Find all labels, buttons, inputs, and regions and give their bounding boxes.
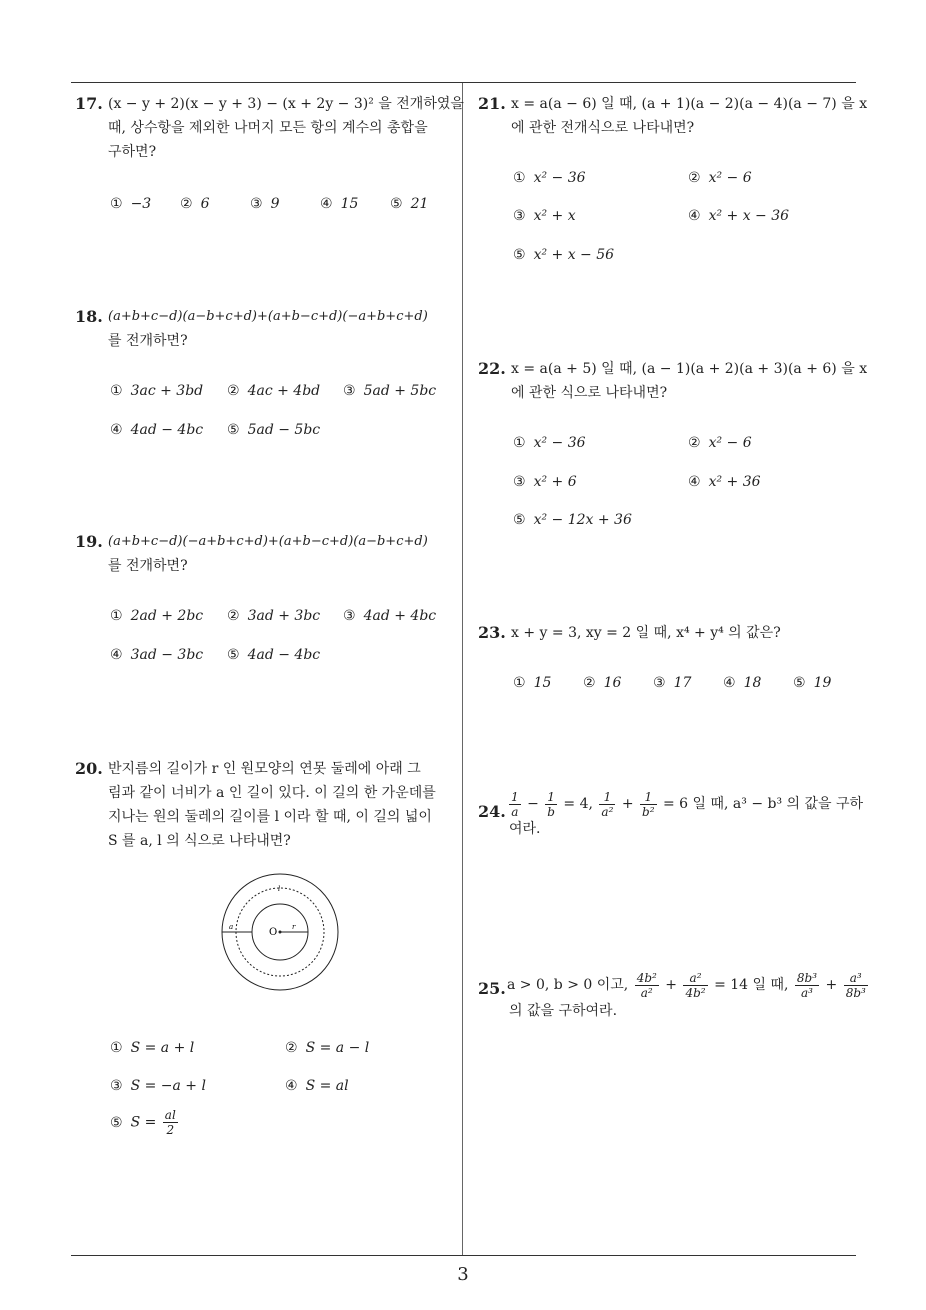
choice-23-3[interactable] bbox=[653, 675, 691, 691]
choice-17-1[interactable] bbox=[110, 196, 151, 212]
problem-22 bbox=[478, 357, 868, 405]
fraction-numerator: a² bbox=[683, 971, 707, 986]
stem-text: = 6 일 때, a³ − b³ 의 값을 구하 bbox=[662, 796, 864, 812]
fraction bbox=[599, 790, 615, 819]
choice-text: 16 bbox=[603, 675, 622, 691]
choice-22-2[interactable] bbox=[688, 435, 752, 451]
choice-18-1[interactable] bbox=[110, 383, 203, 399]
pond-path-figure bbox=[218, 870, 342, 994]
choice-23-4[interactable] bbox=[723, 675, 761, 691]
choice-mark: ⑤ bbox=[227, 647, 240, 663]
stem-line: 지나는 원의 둘레의 길이를 l 이라 할 때, 이 길의 넓이 bbox=[108, 809, 432, 825]
fraction-numerator: 1 bbox=[599, 790, 615, 805]
choice-18-5[interactable] bbox=[227, 422, 320, 438]
choice-21-1[interactable] bbox=[513, 170, 586, 186]
choice-text: 18 bbox=[743, 675, 762, 691]
choice-mark: ③ bbox=[513, 208, 526, 224]
choice-21-5[interactable] bbox=[513, 247, 614, 263]
choice-text: S = a − l bbox=[305, 1040, 370, 1056]
problem-number: 23. bbox=[478, 623, 506, 642]
stem-line: x + y = 3, xy = 2 일 때, x⁴ + y⁴ 의 값은? bbox=[511, 625, 781, 641]
fraction-denominator: 4b² bbox=[685, 985, 706, 1000]
fraction-numerator: 8b³ bbox=[796, 970, 818, 985]
choice-mark: ② bbox=[583, 675, 596, 691]
problem-number: 19. bbox=[75, 532, 103, 551]
choice-text: S = −a + l bbox=[130, 1078, 206, 1094]
choice-mark: ⑤ bbox=[793, 675, 806, 691]
problem-number: 20. bbox=[75, 759, 103, 778]
problem-24 bbox=[478, 786, 863, 836]
choice-mark: ① bbox=[110, 196, 123, 212]
stem-line: (a+b+c−d)(−a+b+c+d)+(a+b−c+d)(a−b+c+d) bbox=[108, 534, 428, 549]
choice-text: x² + x bbox=[533, 208, 576, 224]
choice-text: 4ad − 4bc bbox=[247, 647, 321, 663]
choice-mark: ① bbox=[110, 608, 123, 624]
choice-19-5[interactable] bbox=[227, 647, 320, 663]
choice-text: x² + x − 56 bbox=[533, 247, 615, 263]
choice-19-2[interactable] bbox=[227, 608, 320, 624]
choice-text: 9 bbox=[270, 196, 280, 212]
choice-text: −3 bbox=[130, 196, 152, 212]
choice-mark: ⑤ bbox=[227, 422, 240, 438]
choice-22-1[interactable] bbox=[513, 435, 586, 451]
choice-mark: ③ bbox=[513, 474, 526, 490]
fraction bbox=[683, 971, 707, 1000]
stem-line: 여라. bbox=[509, 821, 541, 837]
stem-line: 를 전개하면? bbox=[108, 333, 188, 349]
width-label: a bbox=[229, 923, 234, 931]
choice-20-4[interactable] bbox=[285, 1078, 349, 1094]
choice-text: 15 bbox=[340, 196, 359, 212]
circumference-label: l bbox=[278, 885, 281, 893]
center-dot bbox=[279, 931, 282, 934]
choice-text: 3ac + 3bd bbox=[130, 383, 204, 399]
problem-17 bbox=[75, 92, 464, 164]
choice-text: x² − 6 bbox=[708, 170, 752, 186]
fraction-denominator: 8b³ bbox=[845, 985, 866, 1000]
choice-17-4[interactable] bbox=[320, 196, 358, 212]
choice-mark: ④ bbox=[320, 196, 333, 212]
choice-20-3[interactable] bbox=[110, 1078, 206, 1094]
stem-line: 때, 상수항을 제외한 나머지 모든 항의 계수의 총합을 bbox=[108, 120, 428, 136]
problem-18 bbox=[75, 305, 460, 353]
fraction-numerator: al bbox=[164, 1108, 176, 1122]
operator: + bbox=[665, 977, 678, 993]
page-number: 3 bbox=[457, 1264, 469, 1285]
fraction-denominator: a³ bbox=[801, 985, 813, 1000]
fraction bbox=[163, 1108, 178, 1137]
choice-mark: ⑤ bbox=[513, 247, 526, 263]
problem-21 bbox=[478, 92, 868, 140]
choice-text: 4ad − 4bc bbox=[130, 422, 204, 438]
fraction-numerator: 1 bbox=[545, 790, 557, 805]
choice-mark: ③ bbox=[343, 383, 356, 399]
choice-mark: ① bbox=[513, 675, 526, 691]
choice-mark: ④ bbox=[110, 422, 123, 438]
center-label: O bbox=[269, 927, 278, 938]
choice-17-3[interactable] bbox=[250, 196, 279, 212]
choice-23-1[interactable] bbox=[513, 675, 551, 691]
stem-line: 구하면? bbox=[108, 144, 157, 160]
problem-23 bbox=[478, 621, 863, 645]
stem-line: 를 전개하면? bbox=[108, 558, 188, 574]
choice-text: S = al bbox=[305, 1078, 349, 1094]
choice-text: x² + x − 36 bbox=[708, 208, 790, 224]
choice-21-3[interactable] bbox=[513, 208, 576, 224]
choice-mark: ② bbox=[688, 170, 701, 186]
choice-18-4[interactable] bbox=[110, 422, 203, 438]
operator: − bbox=[527, 796, 539, 812]
problem-25 bbox=[478, 967, 866, 1019]
fraction bbox=[640, 790, 657, 819]
stem-line: (x − y + 2)(x − y + 3) − (x + 2y − 3)² 을 전개하였을 bbox=[108, 96, 464, 112]
choice-mark: ① bbox=[513, 435, 526, 451]
bottom-rule bbox=[71, 1255, 856, 1256]
choice-mark: ③ bbox=[250, 196, 263, 212]
fraction bbox=[635, 971, 659, 1000]
choice-20-2[interactable] bbox=[285, 1040, 369, 1056]
radius-label: r bbox=[292, 923, 296, 931]
choice-text: 21 bbox=[410, 196, 429, 212]
fraction bbox=[844, 971, 868, 1000]
choice-text: 15 bbox=[533, 675, 552, 691]
choice-mark: ② bbox=[688, 435, 701, 451]
choice-mark: ④ bbox=[688, 208, 701, 224]
stem-line: 림과 같이 너비가 a 인 길이 있다. 이 길의 한 가운데를 bbox=[108, 785, 436, 801]
fraction-denominator: 2 bbox=[166, 1123, 175, 1137]
choice-mark: ③ bbox=[653, 675, 666, 691]
fraction bbox=[509, 790, 521, 819]
choice-text: 3ad − 3bc bbox=[130, 647, 204, 663]
choice-21-4[interactable] bbox=[688, 208, 789, 224]
choice-19-1[interactable] bbox=[110, 608, 203, 624]
choice-mark: ③ bbox=[110, 1078, 123, 1094]
choice-text: x² − 12x + 36 bbox=[533, 512, 632, 528]
fraction-denominator: a² bbox=[640, 985, 653, 1000]
problem-number: 24. bbox=[478, 802, 506, 821]
top-rule bbox=[71, 82, 856, 83]
choice-text: 5ad + 5bc bbox=[363, 383, 437, 399]
choice-text: 2ad + 2bc bbox=[130, 608, 204, 624]
operator: + bbox=[825, 977, 838, 993]
operator: + bbox=[621, 796, 634, 812]
choice-17-5[interactable] bbox=[390, 196, 428, 212]
choice-mark: ④ bbox=[723, 675, 736, 691]
choice-text: 4ac + 4bd bbox=[247, 383, 321, 399]
choice-23-5[interactable] bbox=[793, 675, 831, 691]
problem-number: 22. bbox=[478, 359, 506, 378]
column-divider bbox=[462, 83, 463, 1256]
choice-text: 17 bbox=[673, 675, 692, 691]
fraction-numerator: 1 bbox=[511, 789, 519, 804]
choice-mark: ④ bbox=[285, 1078, 298, 1094]
stem-line: S 를 a, l 의 식으로 나타내면? bbox=[108, 833, 291, 849]
problem-20 bbox=[75, 757, 460, 853]
choice-mark: ② bbox=[227, 383, 240, 399]
stem-line: 에 관한 식으로 나타내면? bbox=[511, 385, 668, 401]
choice-mark: ② bbox=[227, 608, 240, 624]
choice-mark: ⑤ bbox=[110, 1114, 123, 1131]
choice-text: x² + 6 bbox=[533, 474, 577, 490]
choice-mark: ⑤ bbox=[513, 512, 526, 528]
stem-text: a > 0, b > 0 이고, bbox=[507, 977, 629, 993]
fraction-denominator: b bbox=[547, 804, 555, 819]
stem-line: x = a(a + 5) 일 때, (a − 1)(a + 2)(a + 3)(a + 6) 을 x bbox=[511, 361, 868, 377]
choice-23-2[interactable] bbox=[583, 675, 621, 691]
choice-text: 4ad + 4bc bbox=[363, 608, 437, 624]
fraction-numerator: 4b² bbox=[636, 970, 657, 985]
problem-number: 25. bbox=[478, 979, 506, 998]
fraction-denominator: a bbox=[511, 804, 519, 819]
problem-number: 18. bbox=[75, 307, 103, 326]
problem-17-stem bbox=[75, 92, 464, 164]
fraction-numerator: 1 bbox=[640, 790, 657, 805]
choice-text: 19 bbox=[813, 675, 832, 691]
stem-line: (a+b+c−d)(a−b+c+d)+(a+b−c+d)(−a+b+c+d) bbox=[108, 309, 428, 324]
choice-mark: ① bbox=[110, 1040, 123, 1056]
stem-text: = 4, bbox=[563, 796, 593, 812]
choice-22-3[interactable] bbox=[513, 474, 577, 490]
fraction-denominator: b² bbox=[642, 804, 655, 819]
choice-text: 6 bbox=[200, 196, 210, 212]
problem-number: 21. bbox=[478, 94, 506, 113]
choice-text: S = a + l bbox=[130, 1040, 195, 1056]
stem-line: x = a(a − 6) 일 때, (a + 1)(a − 2)(a − 4)(a − 7) 을 x bbox=[511, 96, 868, 112]
choice-text: x² − 36 bbox=[533, 435, 586, 451]
choice-21-2[interactable] bbox=[688, 170, 752, 186]
choice-text: x² − 6 bbox=[708, 435, 752, 451]
choice-19-4[interactable] bbox=[110, 647, 203, 663]
choice-text: S = bbox=[130, 1114, 157, 1131]
stem-line: 에 관한 전개식으로 나타내면? bbox=[511, 120, 695, 136]
choice-text: 5ad − 5bc bbox=[247, 422, 321, 438]
choice-mark: ① bbox=[110, 383, 123, 399]
choice-mark: ④ bbox=[110, 647, 123, 663]
choice-mark: ② bbox=[180, 196, 193, 212]
choice-20-1[interactable] bbox=[110, 1040, 194, 1056]
problem-number: 17. bbox=[75, 94, 103, 113]
choice-18-3[interactable] bbox=[343, 383, 436, 399]
choice-20-5[interactable] bbox=[110, 1108, 180, 1137]
choice-18-2[interactable] bbox=[227, 383, 320, 399]
choice-22-5[interactable] bbox=[513, 512, 632, 528]
fraction-numerator: a³ bbox=[844, 971, 868, 986]
stem-line: 반지름의 길이가 r 인 원모양의 연못 둘레에 아래 그 bbox=[108, 761, 421, 777]
stem-line: 의 값을 구하여라. bbox=[509, 1003, 618, 1019]
choice-text: 3ad + 3bc bbox=[247, 608, 321, 624]
choice-19-3[interactable] bbox=[343, 608, 436, 624]
choice-mark: ⑤ bbox=[390, 196, 403, 212]
stem-text: = 14 일 때, bbox=[714, 977, 789, 993]
fraction-denominator: a² bbox=[601, 804, 614, 819]
choice-mark: ① bbox=[513, 170, 526, 186]
fraction bbox=[795, 971, 819, 1000]
choice-17-2[interactable] bbox=[180, 196, 209, 212]
choice-mark: ③ bbox=[343, 608, 356, 624]
choice-mark: ④ bbox=[688, 474, 701, 490]
choice-text: x² + 36 bbox=[708, 474, 761, 490]
choice-text: x² − 36 bbox=[533, 170, 586, 186]
fraction bbox=[545, 790, 557, 819]
problem-19 bbox=[75, 530, 460, 578]
choice-22-4[interactable] bbox=[688, 474, 761, 490]
choice-mark: ② bbox=[285, 1040, 298, 1056]
